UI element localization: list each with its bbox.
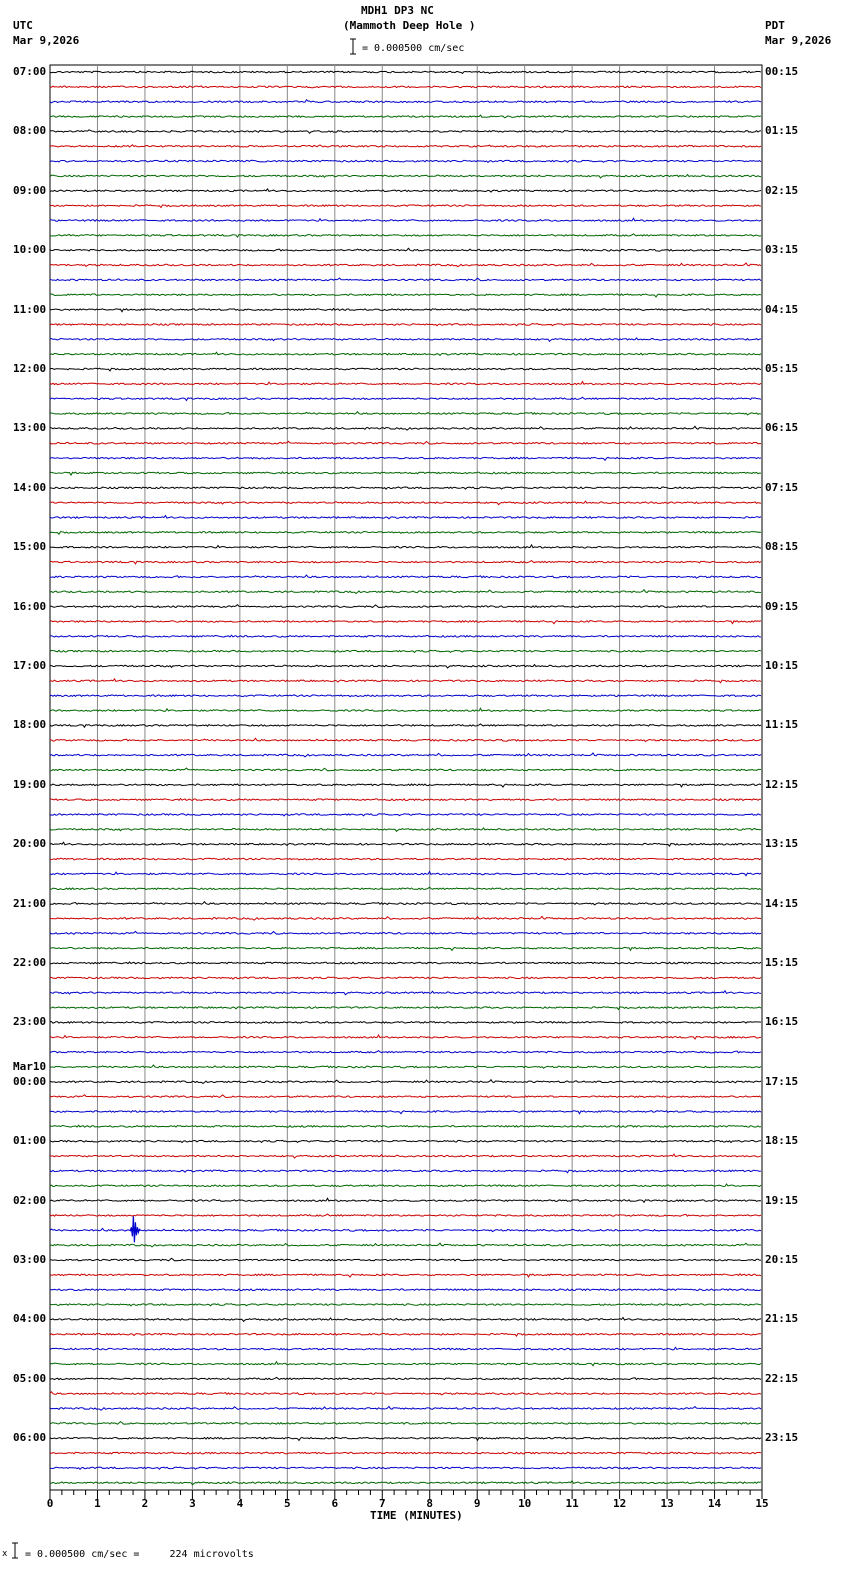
trace-line [50,263,761,267]
utc-hour-label: 10:00 [13,243,47,257]
utc-hour-label: 16:00 [13,599,47,613]
trace-line [50,309,761,312]
trace-line [50,472,761,475]
trace-line [50,234,761,237]
trace-line [50,1065,761,1068]
utc-hour-label: 21:00 [13,896,47,910]
x-tick-label: 15 [755,1497,769,1510]
pdt-hour-label: 13:15 [765,837,799,851]
trace-line [50,858,761,860]
trace-line [50,218,761,221]
pdt-hour-label: 14:15 [765,896,799,910]
trace-line [50,842,761,846]
pdt-hour-label: 03:15 [765,243,799,257]
trace-line [50,1452,761,1454]
pdt-hour-label: 06:15 [765,421,799,435]
trace-line [50,916,761,920]
trace-line [50,382,761,385]
pdt-hour-label: 11:15 [765,718,799,732]
trace-line [50,1304,761,1306]
trace-line [50,248,761,251]
trace-line [50,695,761,697]
trace-line [50,71,761,73]
x-tick-label: 4 [236,1497,244,1510]
trace-line [50,1377,761,1379]
utc-hour-label: 06:00 [13,1431,47,1445]
trace-line [50,561,761,564]
trace-line [50,1095,761,1098]
event-spike [130,1216,140,1242]
right-date: Mar 9,2026 [765,34,832,47]
trace-line [50,545,761,548]
footer-scale-bar-icon [10,1542,20,1560]
x-tick-label: 14 [707,1497,722,1510]
trace-line [50,1007,761,1010]
pdt-hour-label: 18:15 [765,1134,799,1148]
trace-line [50,590,761,594]
utc-hour-label: 11:00 [13,302,47,316]
pdt-hour-label: 16:15 [765,1015,799,1029]
x-tick-label: 5 [284,1497,291,1510]
trace-line [50,635,761,637]
trace-line [50,962,761,964]
pdt-hour-label: 19:15 [765,1193,799,1207]
utc-hour-label: 23:00 [13,1015,47,1029]
trace-line [50,887,761,889]
left-timezone: UTC [13,19,33,32]
trace-line [50,412,761,415]
utc-hour-label: 04:00 [13,1312,47,1326]
utc-hour-label: 19:00 [13,777,47,791]
pdt-hour-label: 12:15 [765,777,799,791]
trace-line [50,1080,761,1084]
trace-line [50,457,761,460]
trace-line [50,1422,761,1425]
x-tick-label: 9 [473,1497,481,1510]
trace-line [50,1228,761,1231]
trace-line [50,977,761,979]
trace-line [50,621,761,624]
trace-line [50,708,761,711]
trace-line [50,1481,761,1485]
left-date: Mar 9,2026 [13,34,80,47]
pdt-hour-label: 09:15 [765,599,799,613]
trace-line [50,501,761,504]
trace-line [50,175,761,178]
trace-line [50,991,761,995]
utc-hour-label: 22:00 [13,956,47,969]
pdt-hour-label: 21:15 [765,1312,799,1326]
utc-hour-label: 14:00 [13,480,47,494]
trace-line [50,575,761,578]
pdt-hour-label: 04:15 [765,302,799,316]
utc-hour-label: 20:00 [13,837,47,851]
pdt-hour-label: 15:15 [765,956,799,969]
trace-line [50,1035,761,1039]
station-title: MDH1 DP3 NC [361,4,434,17]
pdt-hour-label: 08:15 [765,540,799,554]
x-tick-label: 11 [565,1497,579,1510]
x-tick-label: 7 [378,1497,386,1510]
trace-line [50,1111,761,1114]
utc-hour-label: 00:00 [13,1074,47,1088]
trace-line [50,1170,761,1173]
utc-hour-label: 17:00 [13,659,47,672]
pdt-hour-label: 01:15 [765,124,799,138]
trace-line [50,278,761,281]
trace-line [50,799,761,801]
trace-line [50,828,761,831]
trace-line [50,532,761,535]
plot-frame [50,65,762,1490]
x-tick-label: 10 [518,1497,532,1510]
trace-line [50,814,761,816]
location-title: (Mammoth Deep Hole ) [343,19,476,32]
trace-line [50,294,761,297]
pdt-hour-label: 05:15 [765,362,799,375]
pdt-hour-label: 17:15 [765,1074,799,1088]
x-tick-label: 6 [331,1497,339,1510]
pdt-hour-label: 23:15 [765,1431,799,1445]
footer-scale-label: = 0.000500 cm/sec = 224 microvolts [25,1549,254,1560]
pdt-hour-label: 22:15 [765,1371,799,1385]
trace-line [50,441,761,444]
trace-line [50,1274,761,1277]
trace-line [50,724,761,727]
pdt-hour-label: 07:15 [765,480,799,494]
scale-label: = 0.000500 cm/sec [362,43,465,54]
utc-hour-label: 12:00 [13,362,47,375]
trace-line [50,205,761,208]
trace-line [50,650,761,652]
x-axis-label: TIME (MINUTES) [370,1509,463,1522]
trace-line [50,1125,761,1127]
trace-line [50,1198,761,1202]
trace-line [50,1467,761,1469]
trace-line [50,352,761,355]
trace-line [50,665,761,668]
trace-line [50,931,761,934]
trace-line [50,100,761,103]
trace-line [50,1406,761,1410]
utc-hour-label: 03:00 [13,1253,47,1266]
trace-line [50,1317,761,1321]
pdt-hour-label: 02:15 [765,183,799,197]
trace-line [50,324,761,326]
utc-hour-label: 08:00 [13,124,47,138]
x-tick-label: 3 [189,1497,196,1510]
trace-line [50,1140,761,1142]
trace-line [50,1437,761,1440]
trace-line [50,130,761,134]
trace-line [50,86,761,88]
trace-line [50,1362,761,1366]
trace-line [50,768,761,771]
utc-hour-label: 09:00 [13,183,47,197]
pdt-hour-label: 00:15 [765,65,799,78]
x-tick-label: 12 [613,1497,627,1510]
trace-line [50,189,761,192]
trace-line [50,679,761,683]
utc-hour-label: 07:00 [13,65,47,78]
trace-line [50,1333,761,1336]
utc-hour-label: 02:00 [13,1193,47,1207]
trace-line [50,1289,761,1291]
trace-line [50,1214,761,1216]
pdt-hour-label: 20:15 [765,1253,799,1266]
utc-hour-label: 13:00 [13,421,47,435]
trace-line [50,872,761,876]
trace-line [50,397,761,400]
trace-line [50,338,761,341]
x-tick-label: 2 [141,1497,149,1510]
trace-line [50,902,761,905]
utc-hour-label: 05:00 [13,1371,47,1385]
trace-line [50,1243,761,1247]
trace-line [50,487,761,489]
trace-line [50,1258,761,1261]
trace-line [50,753,761,757]
footer-marker: x [2,1549,8,1559]
trace-line [50,605,761,608]
trace-line [50,738,761,741]
x-tick-label: 0 [46,1497,54,1510]
x-tick-label: 13 [660,1497,674,1510]
trace-line [50,1154,761,1158]
pdt-hour-label: 10:15 [765,659,799,672]
trace-line [50,1392,761,1395]
utc-hour-label: 01:00 [13,1134,47,1148]
right-timezone: PDT [765,19,785,32]
trace-line [50,947,761,950]
trace-line [50,516,761,519]
trace-line [50,145,761,147]
trace-line [50,1347,761,1350]
utc-hour-label: 18:00 [13,718,47,732]
trace-line [50,1184,761,1187]
trace-line [50,1022,761,1024]
trace-line [50,426,761,430]
x-tick-label: 1 [94,1497,101,1510]
trace-line [50,1051,761,1053]
day-change-label: Mar10 [13,1059,47,1073]
trace-line [50,160,761,162]
trace-line [50,115,761,118]
trace-line [50,368,761,371]
x-tick-label: 8 [426,1497,434,1510]
utc-hour-label: 15:00 [13,540,47,554]
trace-line [50,784,761,787]
